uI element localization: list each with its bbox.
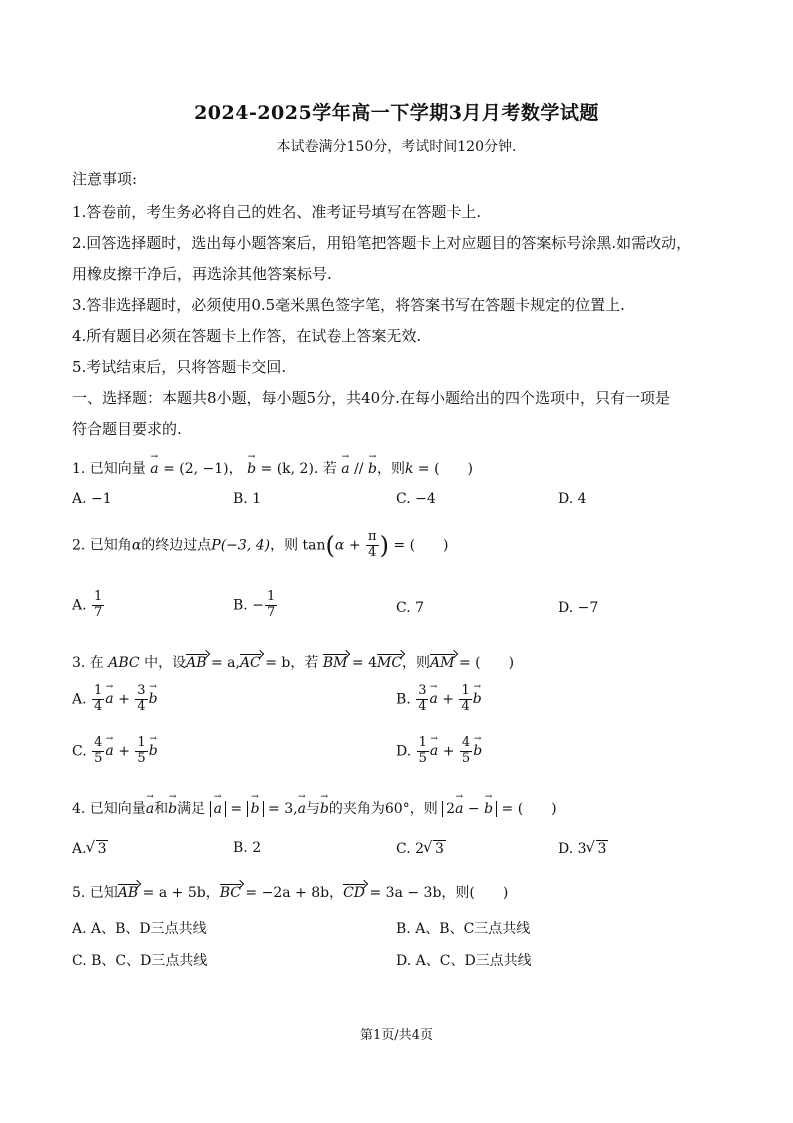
- q1-option-a: A. −1: [72, 491, 112, 507]
- vector-bc: BC: [219, 885, 241, 901]
- page-title: 2024-2025学年高一下学期3月月考数学试题: [194, 102, 599, 124]
- vector-b: → b: [247, 461, 256, 477]
- q3-option-a: A. $\frac{1}{4}$ → a + $\frac{3}{4}$ → b: [72, 684, 158, 715]
- q2-alpha: α: [131, 537, 142, 554]
- q1-option-c: C. −4: [396, 491, 436, 507]
- q2-option-d: D. −7: [558, 600, 599, 616]
- q3-option-c: C. $\frac{4}{5}$ → a + $\frac{1}{5}$ → b: [72, 736, 158, 767]
- q1-a-value: = (2, −1): [163, 461, 229, 477]
- q2-then: ，则 tan: [270, 537, 326, 554]
- section-heading-cont: 符合题目要求的.: [72, 420, 182, 438]
- q1-option-d: D. 4: [558, 491, 587, 507]
- q2-prefix: 2. 已知角: [72, 537, 132, 554]
- q1-tail: = ( ): [417, 461, 473, 477]
- vector-mc: MC: [377, 655, 403, 671]
- notice-4: 4.所有题目必须在答题卡上作答，在试卷上答案无效.: [72, 327, 422, 345]
- fraction: $\frac{3}{4}$: [137, 683, 146, 714]
- vector-b: → b: [368, 461, 377, 477]
- section-heading: 一、选择题：本题共8小题，每小题5分，共40分.在每小题给出的四个选项中，只有一项是: [72, 389, 670, 407]
- fraction: $\frac{1}{7}$: [266, 589, 276, 620]
- notice-2-cont: 用橡皮擦干净后，再选涂其他答案标号.: [72, 265, 332, 283]
- question-3-stem: 3. 在 ABC 中，设AB = a,AC = b，若 BM = 4MC，则AM = ( ): [72, 655, 515, 671]
- q5-option-a: A. A、B、D三点共线: [72, 921, 207, 937]
- vector-a: → a: [150, 461, 158, 477]
- q1-condition: . 若: [313, 461, 337, 477]
- question-2-stem: 2. 已知角α的终边过点P(−3, 4)，则 tan(α + $\frac{\pi}{4}$ ) = ( ): [72, 529, 449, 560]
- q5-option-c: C. B、C、D三点共线: [72, 953, 208, 969]
- fraction: $\frac{1}{4}$: [94, 683, 103, 714]
- fraction: $\frac{3}{4}$: [418, 683, 427, 714]
- q2-mid: 的终边过点: [141, 537, 212, 554]
- q3-prefix: 3. 在: [72, 655, 104, 671]
- vector-bm: BM: [322, 655, 348, 671]
- fraction: $\frac{4}{5}$: [94, 735, 103, 766]
- vector-ac: AC: [239, 655, 261, 671]
- q4-option-a: A.√ 3: [72, 840, 108, 857]
- notice-heading: 注意事项:: [72, 170, 138, 188]
- question-5-stem: 5. 已知AB = a + 5b，BC = −2a + 8b，CD = 3a − 3b，则( ): [72, 885, 509, 901]
- q3-triangle: ABC: [108, 655, 140, 671]
- vector-a: → a: [341, 461, 349, 477]
- fraction: $\frac{1}{5}$: [137, 735, 146, 766]
- q5-option-b: B. A、B、C三点共线: [396, 921, 531, 937]
- q3-option-d: D. $\frac{1}{5}$ → a + $\frac{4}{5}$ → b: [396, 736, 482, 767]
- vector-ab: AB: [117, 885, 139, 901]
- notice-2: 2.回答选择题时，选出每小题答案后，用铅笔把答题卡上对应题目的答案标号涂黑.如需改动，: [72, 234, 692, 252]
- q1-option-b: B. 1: [233, 491, 262, 507]
- question-4-stem: 4. 已知向量→ a和→ b满足 → a = → b = 3,→ a与→ b的夹角为60°，则 2→ a − → b = ( ): [72, 798, 557, 818]
- fraction: $\frac{1}{7}$: [94, 589, 103, 620]
- q2-option-c: C. 7: [396, 600, 425, 616]
- fraction: $\frac{\pi}{4}$: [368, 529, 377, 560]
- q3-mid: 中，设: [144, 655, 187, 671]
- q2-tail: = ( ): [393, 537, 449, 554]
- q4-option-d: D. 3√ 3: [558, 840, 608, 857]
- vector-ab: AB: [186, 655, 207, 671]
- q1-prefix: 1. 已知向量: [72, 461, 146, 477]
- fraction: $\frac{1}{4}$: [461, 683, 470, 714]
- notice-3: 3.答非选择题时，必须使用0.5毫米黑色签字笔，将答案书写在答题卡规定的位置上.: [72, 296, 625, 314]
- q2-option-b: B. − $\frac{1}{7}$: [233, 589, 276, 620]
- q5-option-d: D. A、C、D三点共线: [396, 953, 532, 969]
- q2-point: P(−3, 4): [211, 537, 271, 554]
- q1-k: k: [404, 461, 414, 477]
- q4-option-c: C. 2√ 3: [396, 840, 446, 857]
- q2-option-a: A. $\frac{1}{7}$: [72, 589, 103, 620]
- notice-1: 1.答卷前，考生务必将自己的姓名、准考证号填写在答题卡上.: [72, 203, 482, 221]
- vector-cd: CD: [343, 885, 366, 901]
- page-footer: 第1页/共4页: [360, 1028, 433, 1043]
- q4-option-b: B. 2: [233, 840, 262, 856]
- q1-b-value: = (k, 2): [260, 461, 314, 477]
- notice-5: 5.考试结束后，只将答题卡交回.: [72, 358, 287, 376]
- fraction: $\frac{1}{5}$: [418, 735, 427, 766]
- vector-am: AM: [430, 655, 455, 671]
- q2-alpha: α: [334, 537, 345, 554]
- fraction: $\frac{4}{5}$: [461, 735, 471, 766]
- question-1-stem: 1. 已知向量 → a = (2, −1)， → b = (k, 2). 若 → a // → b，则k = ( ): [72, 458, 473, 478]
- q1-ask: ，则: [376, 461, 405, 477]
- exam-info: 本试卷满分150分，考试时间120分钟.: [276, 139, 517, 155]
- q3-option-b: B. $\frac{3}{4}$ → a + $\frac{1}{4}$ → b: [396, 684, 482, 715]
